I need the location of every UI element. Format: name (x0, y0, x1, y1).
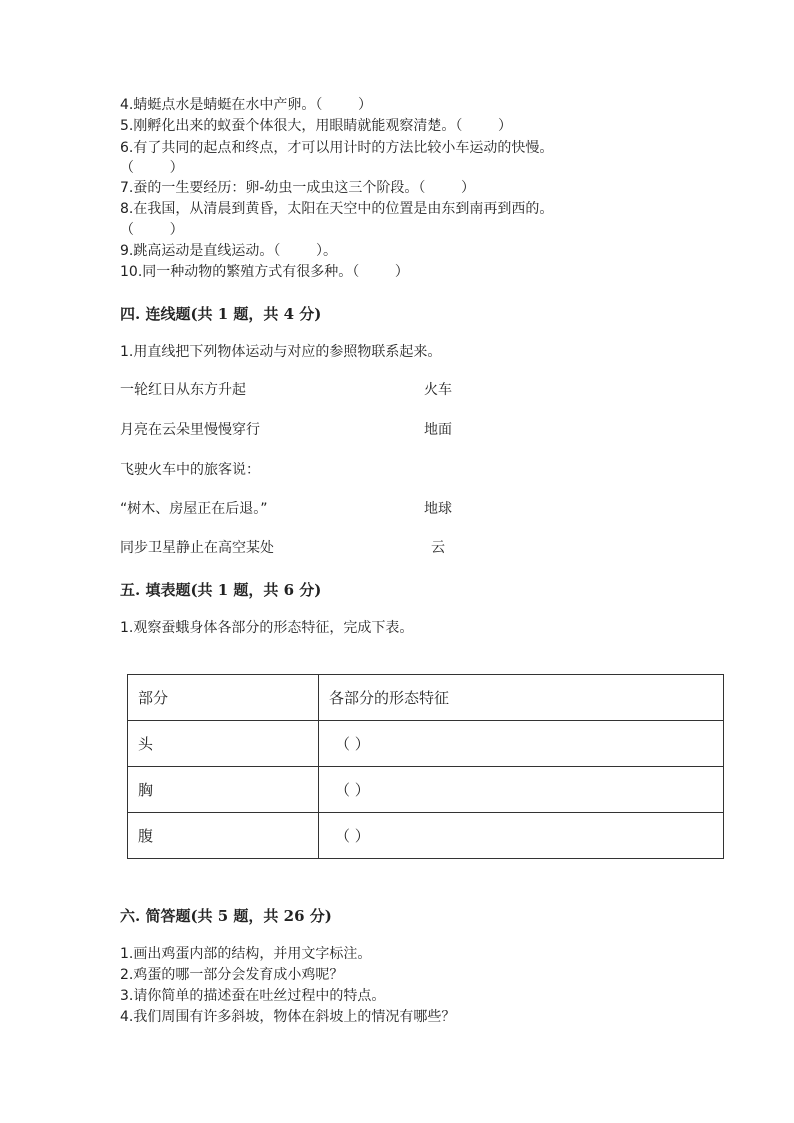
question-text: 1.观察蚕蛾身体各部分的形态特征，完成下表。 (120, 620, 414, 636)
section-heading: 四. 连线题(共 1 题，共 4 分) (120, 305, 322, 323)
question-item: 5.刚孵化出来的蚁蚕个体很大，用眼睛就能观察清楚。（ ） (120, 118, 512, 134)
answer-blank: （ ） (120, 160, 184, 176)
match-left-item: 飞驶火车中的旅客说： (120, 462, 260, 478)
match-left-item: 同步卫星静止在高空某处 (120, 540, 274, 556)
table-row (128, 721, 724, 767)
question-item: 4.蜻蜓点水是蜻蜓在水中产卵。（ ） (120, 97, 372, 113)
table-cell: 腹 (128, 813, 319, 859)
match-right-item: 地球 (424, 501, 452, 517)
match-left-item: 月亮在云朵里慢慢穿行 (120, 422, 260, 438)
match-left-item: “树木、房屋正在后退。” (120, 501, 268, 517)
feature-table (127, 674, 724, 859)
question-item: 1.画出鸡蛋内部的结构，并用文字标注。 (120, 946, 372, 962)
question-item: 10.同一种动物的繁殖方式有很多种。（ ） (120, 264, 409, 280)
section-heading: 六. 简答题(共 5 题，共 26 分) (120, 907, 332, 925)
answer-blank: （ ） (120, 222, 184, 238)
question-item: 3.请你简单的描述蚕在吐丝过程中的特点。 (120, 988, 386, 1004)
table-row (128, 813, 724, 859)
table-cell: 头 (128, 721, 319, 767)
table-header-cell: 各部分的形态特征 (319, 675, 724, 721)
answer-blank-cell: （ ） (319, 813, 724, 859)
match-right-item: 云 (431, 540, 445, 556)
answer-blank-cell: （ ） (319, 767, 724, 813)
table-row (128, 767, 724, 813)
question-item: 9.跳高运动是直线运动。（ ）。 (120, 243, 337, 259)
question-text: 1.用直线把下列物体运动与对应的参照物联系起来。 (120, 344, 442, 360)
answer-blank-cell: （ ） (319, 721, 724, 767)
match-left-item: 一轮红日从东方升起 (120, 382, 246, 398)
match-right-item: 地面 (424, 422, 452, 438)
table-header-cell: 部分 (128, 675, 319, 721)
question-item: 8.在我国，从清晨到黄昏，太阳在天空中的位置是由东到南再到西的。 (120, 201, 554, 217)
table-cell: 胸 (128, 767, 319, 813)
question-item: 2.鸡蛋的哪一部分会发育成小鸡呢？ (120, 967, 344, 983)
question-item: 7.蚕的一生要经历：卵-幼虫一成虫这三个阶段。（ ） (120, 180, 476, 196)
question-item: 6.有了共同的起点和终点，才可以用计时的方法比较小车运动的快慢。 (120, 140, 554, 156)
section-heading: 五. 填表题(共 1 题，共 6 分) (120, 581, 322, 599)
table-header-row (128, 675, 724, 721)
question-item: 4.我们周围有许多斜坡，物体在斜坡上的情况有哪些？ (120, 1009, 456, 1025)
match-right-item: 火车 (424, 382, 452, 398)
